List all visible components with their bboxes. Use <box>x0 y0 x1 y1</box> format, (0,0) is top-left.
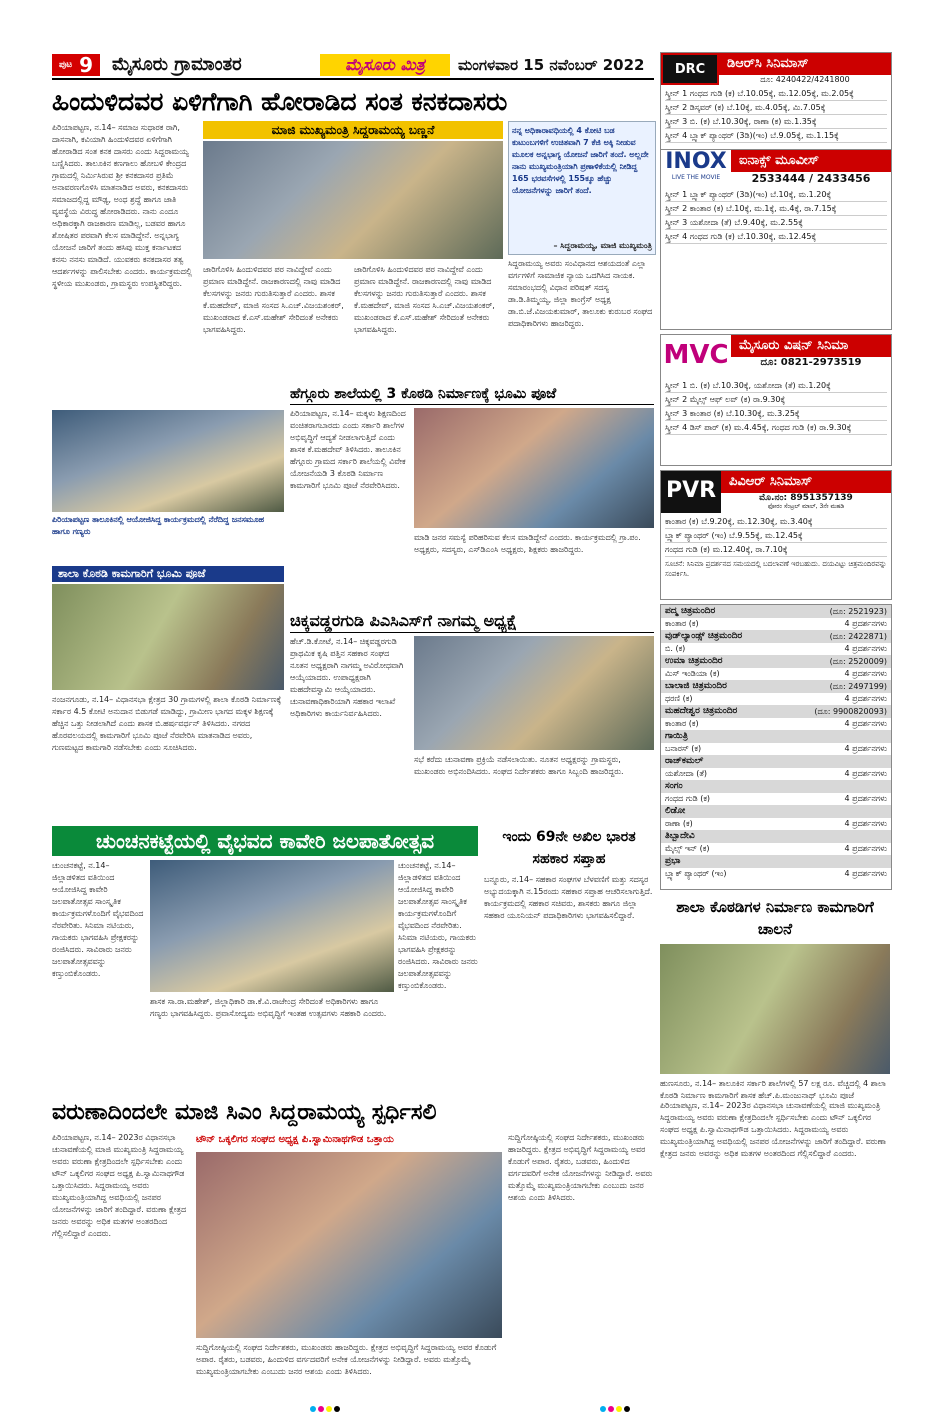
pvr-listing <box>661 513 891 559</box>
theatre-name: ಪ್ರಭಾ <box>661 855 891 868</box>
crowd-photo <box>52 410 284 512</box>
table-row: ಯಶೋದಾ (ತೆ) 4 ಪ್ರದರ್ಶನಗಳು <box>665 769 887 778</box>
lead-body-col2: ಜಾರಿಗೊಳಿಸಿ ಹಿಂದುಳಿದವರ ಪರ ನಾವಿದ್ದೇವೆ ಎಂದು ಪ್ರಮಾಣ ಮಾಡಿದ್ದೇನೆ. ರಾಜಕಾರಣದಲ್ಲಿ ನಾವು ಮಾಡಿದ ಕೆಲಸಗಳನ್ನು ಜನರು ಗುರುತಿಸುತ್ತಾರೆ ಎಂದರು. ಶಾಸಕ ಕೆ.ಮಹದೇವ್, ಮಾಜಿ ಸಂಸದ ಸಿ.ಎಚ್.ವಿಜಯಶಂಕರ್, ಮುಖಂಡರಾದ ಕೆ.ಎಸ್.ಮಹೇಶ್ ಸೇರಿದಂತೆ ಅನೇಕರು ಭಾಗವಹಿಸಿದ್ದರು. <box>203 265 344 334</box>
varuna-body4: ಪಿರಿಯಾಪಟ್ಟಣ, ನ.14– 2023ರ ವಿಧಾನಸಭಾ ಚುನಾವಣೆಯಲ್ಲಿ ಮಾಜಿ ಮುಖ್ಯಮಂತ್ರಿ ಸಿದ್ದರಾಮಯ್ಯ ಅವರು ವರುಣಾ ಕ್ಷೇತ್ರದಿಂದಲೇ ಸ್ಪರ್ಧಿಸಬೇಕು ಎಂದು ಟೌನ್ ಒಕ್ಕಲಿಗರ ಸಂಘದ ಅಧ್ಯಕ್ಷ ಪಿ.ಸ್ವಾಮಿನಾಥಗೌಡ ಒತ್ತಾಯಿಸಿದರು. ಸಿದ್ದರಾಮಯ್ಯ ಅವರು ಮುಖ್ಯಮಂತ್ರಿಯಾಗಿದ್ದ ಅವಧಿಯಲ್ಲಿ ಜನಪರ ಯೋಜನೆಗಳನ್ನು ಜಾರಿಗೆ ತಂದಿದ್ದಾರೆ. ವರುಣಾ ಕ್ಷೇತ್ರದ ಜನರು ಅವರನ್ನು ಅಧಿಕ ಮತಗಳ ಅಂತರದಿಂದ ಗೆಲ್ಲಿಸಲಿದ್ದಾರೆ ಎಂದರು. <box>660 1101 886 1158</box>
varuna-body3: ಸುದ್ದಿಗೋಷ್ಠಿಯಲ್ಲಿ ಸಂಘದ ನಿರ್ದೇಶಕರು, ಮುಖಂಡರು ಹಾಜರಿದ್ದರು. ಕ್ಷೇತ್ರದ ಅಭಿವೃದ್ಧಿಗೆ ಸಿದ್ದರಾಮಯ್ಯ ಅವರ ಕೊಡುಗೆ ಅಪಾರ. ರೈತರು, ಬಡವರು, ಹಿಂದುಳಿದ ವರ್ಗದವರಿಗೆ ಅನೇಕ ಯೋಜನೆಗಳನ್ನು ನೀಡಿದ್ದಾರೆ. ಅವರು ಮತ್ತೊಮ್ಮೆ ಮುಖ್ಯಮಂತ್ರಿಯಾಗಬೇಕು ಎಂಬುದು ಜನರ ಆಶಯ ಎಂದು ತಿಳಿಸಿದರು. <box>508 1133 653 1202</box>
lead-headline: ಹಿಂದುಳಿದವರ ಏಳಿಗೆಗಾಗಿ ಹೋರಾಡಿದ ಸಂತ ಕನಕದಾಸರು <box>52 87 508 116</box>
sahakara-headline-box <box>484 826 654 870</box>
table-row: ಬಿ. (ಕ) 4 ಪ್ರದರ್ಶನಗಳು <box>665 644 887 653</box>
table-row: ಮಿಸ್ ಇಂಡಿಯಾ (ಕ) 4 ಪ್ರದರ್ಶನಗಳು <box>665 669 887 678</box>
inox-name: ಐನಾಕ್ಸ್ ಮೂವೀಸ್ <box>731 150 891 172</box>
lead-body-col3: ಜಾರಿಗೊಳಿಸಿ ಹಿಂದುಳಿದವರ ಪರ ನಾವಿದ್ದೇವೆ ಎಂದು ಪ್ರಮಾಣ ಮಾಡಿದ್ದೇನೆ. ರಾಜಕಾರಣದಲ್ಲಿ ನಾವು ಮಾಡಿದ ಕೆಲಸಗಳನ್ನು ಜನರು ಗುರುತಿಸುತ್ತಾರೆ ಎಂದರು. ಶಾಸಕ ಕೆ.ಮಹದೇವ್, ಮಾಜಿ ಸಂಸದ ಸಿ.ಎಚ್.ವಿಜಯಶಂಕರ್, ಮುಖಂಡರಾದ ಕೆ.ಎಸ್.ಮಹೇಶ್ ಸೇರಿದಂತೆ ಅನೇಕರು ಭಾಗವಹಿಸಿದ್ದರು. <box>354 265 495 334</box>
registration-mark <box>310 1406 316 1412</box>
lead-body-col1: ಪಿರಿಯಾಪಟ್ಟಣ, ನ.14– ಸಮಾಜ ಸುಧಾರಕ ರಾಗಿ, ದಾಸನಾಗಿ, ಕವಿಯಾಗಿ ಹಿಂದುಳಿದವರ ಏಳಿಗೆಗಾಗಿ ಹೋರಾಡಿದ ಸಂತ ಕನಕ ದಾಸರು ಎಂದು ಸಿದ್ದರಾಮಯ್ಯ ಬಣ್ಣಿಸಿದರು. ತಾಲೂಕಿನ ಕಣಗಾಲು ಹೋಬಳಿ ಕೇಂದ್ರದ ಗ್ರಾಮದಲ್ಲಿ ನಿರ್ಮಿಸಿರುವ ಶ್ರೀ ಕನಕದಾಸರ ಪ್ರತಿಮೆ ಅನಾವರಣಗೊಳಿಸಿ ಮಾತನಾಡಿದ ಅವರು, ಕನಕದಾಸರು ಸಮಾಜದಲ್ಲಿದ್ದ ಮೌಢ್ಯ, ಅಂಧ ಶ್ರದ್ಧೆ ಹಾಗೂ ಜಾತಿ ವ್ಯವಸ್ಥೆಯ ವಿರುದ್ಧ ಹೋರಾಡಿದರು. ನಾನು ಎಂದೂ ಅಧಿಕಾರಕ್ಕಾಗಿ ರಾಜಕಾರಣ ಮಾಡಿಲ್ಲ, ಬಡವರ ಹಾಗೂ ಶೋಷಿತರ ಪರವಾಗಿ ಕೆಲಸ ಮಾಡಿದ್ದೇನೆ. ಅನ್ನಭಾಗ್ಯ ಯೋಜನೆ ಜಾರಿಗೆ ತಂದು ಹಸಿವು ಮುಕ್ತ ಕರ್ನಾಟಕದ ಕನಸು ನನಸು ಮಾಡಿದೆ. ಯುವಕರು ಕನಕದಾಸರ ತತ್ವ ಆದರ್ಶಗಳನ್ನು ಪಾಲಿಸಬೇಕು ಎಂದರು. ಕಾರ್ಯಕ್ರಮದಲ್ಲಿ ಸ್ಥಳೀಯ ಮುಖಂಡರು, ಗ್ರಾಮಸ್ಥರು ಉಪಸ್ಥಿತರಿದ್ದರು. <box>52 123 192 288</box>
table-row: ಬನಾರಸ್ (ಕ) 4 ಪ್ರದರ್ಶನಗಳು <box>665 744 887 753</box>
registration-mark <box>326 1406 332 1412</box>
varuna-subhead: ಟೌನ್ ಒಕ್ಕಲಿಗರ ಸಂಘದ ಅಧ್ಯಕ್ಷ ಪಿ.ಸ್ವಾಮಿನಾಥಗೌಡ ಒತ್ತಾಯ <box>196 1134 394 1145</box>
varuna-headline: ವರುಣಾದಿಂದಲೇ ಮಾಜಿ ಸಿಎಂ ಸಿದ್ದರಾಮಯ್ಯ ಸ್ಪರ್ಧಿಸಲಿ <box>52 1100 437 1125</box>
registration-mark <box>616 1406 622 1412</box>
theatre-name: ಬಾಲಾಜಿ ಚಿತ್ರಮಂದಿರ (ದೂ: 2497199) <box>661 680 891 693</box>
theatre-phone <box>887 730 891 743</box>
table-row: ಬ್ಲ್ಯಾಕ್ ಪ್ಯಾಂಥರ್ (ಇಂ) 4 ಪ್ರದರ್ಶನಗಳು <box>665 869 887 878</box>
list-item: ಸ್ಕ್ರೀನ್ 2 ಮೈಲ್ಸ್ ಆಫ್ ಲವ್ (ಕ) ರಾ.9.30ಕ್ಕೆ <box>665 393 887 407</box>
pacs-body: ಹೆಚ್.ಡಿ.ಕೋಟೆ, ನ.14– ಚಿಕ್ಕವಡ್ಡರಗುಡಿ ಪ್ರಾಥಮಿಕ ಕೃಷಿ ಪತ್ತಿನ ಸಹಕಾರ ಸಂಘದ ನೂತನ ಅಧ್ಯಕ್ಷರಾಗಿ ನಾಗಮ್ಮ ಅವಿರೋಧವಾಗಿ ಆಯ್ಕೆಯಾದರು. ಉಪಾಧ್ಯಕ್ಷರಾಗಿ ಮಹದೇವಸ್ವಾಮಿ ಆಯ್ಕೆಯಾದರು. ಚುನಾವಣಾಧಿಕಾರಿಯಾಗಿ ಸಹಕಾರ ಇಲಾಖೆ ಅಧಿಕಾರಿಗಳು ಕಾರ್ಯನಿರ್ವಹಿಸಿದರು. <box>290 637 404 718</box>
inox-logo: INOX <box>665 149 727 174</box>
theatre-phone: (ದೂ: 2520009) <box>829 657 887 666</box>
inox-phone: 2533444 / 2433456 <box>751 172 871 185</box>
sahakara-headline: ಇಂದು 69ನೇ ಅಖಿಲ ಭಾರತ ಸಹಕಾರ ಸಪ್ತಾಹ <box>502 829 636 867</box>
theatre-phone: (ದೂ: 9900820093) <box>814 707 887 716</box>
list-item: ಸ್ಕ್ರೀನ್ 1 ಬ್ಲ್ಯಾಕ್ ಪ್ಯಾಂಥರ್ (3ಡಿ)(ಇಂ) ಬೆ.10ಕ್ಕೆ, ಮ.1.20ಕ್ಕೆ <box>665 188 887 202</box>
pvr-phone: ಮೊ.ನಂ: 8951357139 <box>759 493 853 503</box>
theatre-name: ರಾಜ್‌ಕಮಲ್ <box>661 755 891 768</box>
theatre-phone <box>887 855 891 868</box>
lead-sidebar-box <box>508 121 656 255</box>
hegguru-photo <box>414 408 654 528</box>
theatre-name: ವುಡ್‌ಲ್ಯಾಂಡ್ಸ್ ಚಿತ್ರಮಂದಿರ (ದೂ: 2422871) <box>661 630 891 643</box>
drc-logo: DRC <box>661 53 719 85</box>
table-row: ಕಾಂತಾರ (ಕ) 4 ಪ್ರದರ್ಶನಗಳು <box>665 619 887 628</box>
theatre-name: ಉಮಾ ಚಿತ್ರಮಂದಿರ (ದೂ: 2520009) <box>661 655 891 668</box>
page-number: $^{ಪುಟ}$ 9 <box>52 54 100 76</box>
mvc-listing <box>661 377 891 437</box>
mvc-box <box>660 334 892 466</box>
pacs-headline: ಚಿಕ್ಕವಡ್ಡರಗುಡಿ ಪಿಎಸಿಎಸ್‌ಗೆ ನಾಗಮ್ಮ ಅಧ್ಯಕ್ಷೆ <box>290 610 654 633</box>
school-photo <box>52 584 284 690</box>
drc-phone: ದೂ: 4240422/4241800 <box>760 75 850 84</box>
lead-body-col4: ಸಿದ್ದರಾಮಯ್ಯ ಅವರು ಸಂವಿಧಾನದ ಆಶಯದಂತೆ ಎಲ್ಲಾ ವರ್ಗಗಳಿಗೆ ಸಾಮಾಜಿಕ ನ್ಯಾಯ ಒದಗಿಸಿದ ನಾಯಕ. ಸಮಾರಂಭದಲ್ಲಿ ವಿಧಾನ ಪರಿಷತ್ ಸದಸ್ಯ ಡಾ.ಡಿ.ತಿಮ್ಮಯ್ಯ, ಜಿಲ್ಲಾ ಕಾಂಗ್ರೆಸ್ ಅಧ್ಯಕ್ಷ ಡಾ.ಬಿ.ಜೆ.ವಿಜಯಕುಮಾರ್, ತಾಲೂಕು ಕುರುಬರ ಸಂಘದ ಪದಾಧಿಕಾರಿಗಳು ಹಾಜರಿದ್ದರು. <box>508 259 653 328</box>
kaveri-body2: ಶಾಸಕ ಸಾ.ರಾ.ಮಹೇಶ್, ಜಿಲ್ಲಾಧಿಕಾರಿ ಡಾ.ಕೆ.ವಿ.ರಾಜೇಂದ್ರ ಸೇರಿದಂತೆ ಅಧಿಕಾರಿಗಳು ಹಾಗೂ ಗಣ್ಯರು ಭಾಗವಹಿಸಿದ್ದರು. ಪ್ರವಾಸೋದ್ಯಮ ಅಭಿವೃದ್ಧಿಗೆ ಇಂತಹ ಉತ್ಸವಗಳು ಸಹಕಾರಿ ಎಂದರು. <box>150 997 387 1018</box>
kaveri-body: ಚುಂಚನಕಟ್ಟೆ, ನ.14– ಜಿಲ್ಲಾಡಳಿತದ ವತಿಯಿಂದ ಆಯೋಜಿಸಿದ್ದ ಕಾವೇರಿ ಜಲಪಾತೋತ್ಸವ ಸಾಂಸ್ಕೃತಿಕ ಕಾರ್ಯಕ್ರಮಗಳೊಂದಿಗೆ ವೈಭವದಿಂದ ನೆರವೇರಿತು. ಸಿನಿಮಾ ನಟಿಯರು, ಗಾಯಕರು ಭಾಗವಹಿಸಿ ಪ್ರೇಕ್ಷಕರನ್ನು ರಂಜಿಸಿದರು. ಸಾವಿರಾರು ಜನರು ಜಲಪಾತೋತ್ಸವವನ್ನು ಕಣ್ತುಂಬಿಕೊಂಡರು. <box>52 861 144 978</box>
drc-listing <box>661 85 891 145</box>
sahakara-body: ಬನ್ನೂರು, ನ.14– ಸಹಕಾರ ಸಂಘಗಳ ಬೆಳವಣಿಗೆ ಮತ್ತು ಸದಸ್ಯರ ಅಭ್ಯುದಯಕ್ಕಾಗಿ ನ.15ರಂದು ಸಹಕಾರ ಸಪ್ತಾಹ ಆಚರಿಸಲಾಗುತ್ತಿದೆ. ಕಾರ್ಯಕ್ರಮದಲ್ಲಿ ಸಹಕಾರ ಸಚಿವರು, ಶಾಸಕರು ಹಾಗೂ ಜಿಲ್ಲಾ ಸಹಕಾರ ಯೂನಿಯನ್ ಪದಾಧಿಕಾರಿಗಳು ಭಾಗವಹಿಸಲಿದ್ದಾರೆ. <box>484 875 653 920</box>
school-works-body: ಹುಣಸೂರು, ನ.14– ತಾಲೂಕಿನ ಸರ್ಕಾರಿ ಶಾಲೆಗಳಲ್ಲಿ 57 ಲಕ್ಷ ರೂ. ವೆಚ್ಚದಲ್ಲಿ 4 ಶಾಲಾ ಕೊಠಡಿ ನಿರ್ಮಾಣ ಕಾಮಗಾರಿಗೆ ಶಾಸಕ ಹೆಚ್.ಪಿ.ಮಂಜುನಾಥ್ ಭೂಮಿ ಪೂಜೆ <box>660 1079 886 1100</box>
mvc-logo: MVC <box>663 340 729 370</box>
varuna-body2: ಸುದ್ದಿಗೋಷ್ಠಿಯಲ್ಲಿ ಸಂಘದ ನಿರ್ದೇಶಕರು, ಮುಖಂಡರು ಹಾಜರಿದ್ದರು. ಕ್ಷೇತ್ರದ ಅಭಿವೃದ್ಧಿಗೆ ಸಿದ್ದರಾಮಯ್ಯ ಅವರ ಕೊಡುಗೆ ಅಪಾರ. ರೈತರು, ಬಡವರು, ಹಿಂದುಳಿದ ವರ್ಗದವರಿಗೆ ಅನೇಕ ಯೋಜನೆಗಳನ್ನು ನೀಡಿದ್ದಾರೆ. ಅವರು ಮತ್ತೊಮ್ಮೆ ಮುಖ್ಯಮಂತ್ರಿಯಾಗಬೇಕು ಎಂಬುದು ಜನರ ಆಶಯ ಎಂದು ತಿಳಿಸಿದರು. <box>196 1343 497 1376</box>
lead-sidebar-sign: – ಸಿದ್ದರಾಮಯ್ಯ, ಮಾಜಿ ಮುಖ್ಯಮಂತ್ರಿ <box>553 241 652 250</box>
registration-mark <box>608 1406 614 1412</box>
pacs-body2: ಸಭೆ ಕರೆದು ಚುನಾವಣಾ ಪ್ರಕ್ರಿಯೆ ನಡೆಸಲಾಯಿತು. ನೂತನ ಅಧ್ಯಕ್ಷರನ್ನು ಗ್ರಾಮಸ್ಥರು, ಮುಖಂಡರು ಅಭಿನಂದಿಸಿದರು. ಸಂಘದ ನಿರ್ದೇಶಕರು ಹಾಗೂ ಸಿಬ್ಬಂದಿ ಹಾಜರಿದ್ದರು. <box>414 755 624 776</box>
theatre-phone: (ದೂ: 2422871) <box>829 632 887 641</box>
registration-mark <box>624 1406 630 1412</box>
table-row: ಕಾಂತಾರ (ಕ) 4 ಪ್ರದರ್ಶನಗಳು <box>665 719 887 728</box>
pvr-note: ಸೂಚನೆ: ಸಿನಿಮಾ ಪ್ರದರ್ಶನದ ಸಮಯದಲ್ಲಿ ಬದಲಾವಣೆ ಇರಬಹುದು. ದಯವಿಟ್ಟು ಚಿತ್ರಮಂದಿರವನ್ನು ಸಂಪರ್ಕಿಸಿ. <box>665 560 887 578</box>
section-title: ಮೈಸೂರು ಗ್ರಾಮಾಂತರ <box>112 54 242 75</box>
table-row: ಗಂಧದ ಗುಡಿ (ಕ) 4 ಪ್ರದರ್ಶನಗಳು <box>665 794 887 803</box>
issue-date: ಮಂಗಳವಾರ 15 ನವೆಂಬರ್ 2022 <box>458 56 645 74</box>
pvr-box <box>660 470 892 600</box>
list-item: ಬ್ಲ್ಯಾಕ್ ಪ್ಯಾಂಥರ್ (ಇಂ) ಬೆ.9.55ಕ್ಕೆ, ಮ.12.45ಕ್ಕೆ <box>665 529 887 543</box>
list-item: ಸ್ಕ್ರೀನ್ 1 ಗಂಧದ ಗುಡಿ (ಕ) ಬೆ.10.05ಕ್ಕೆ, ಮ.12.05ಕ್ಕೆ, ಮ.2.05ಕ್ಕೆ <box>665 87 887 101</box>
pvr-logo: PVR <box>661 471 721 513</box>
mvc-name: ಮೈಸೂರು ವಿಷನ್ ಸಿನಿಮಾ <box>731 335 891 357</box>
kaveri-headline: ಚುಂಚನಕಟ್ಟೆಯಲ್ಲಿ ವೈಭವದ ಕಾವೇರಿ ಜಲಪಾತೋತ್ಸವ <box>52 826 478 856</box>
list-item: ಸ್ಕ್ರೀನ್ 4 ಗಂಧದ ಗುಡಿ (ಕ) ಬೆ.10.30ಕ್ಕೆ, ಮ.12.45ಕ್ಕೆ <box>665 230 887 244</box>
list-item: ಸ್ಕ್ರೀನ್ 4 ಡಿಸ್ ಪಾರ್ (ಕ) ಮ.4.45ಕ್ಕೆ, ಗಂಧದ ಗುಡಿ (ಕ) ರಾ.9.30ಕ್ಕೆ <box>665 421 887 435</box>
theatre-name: ಪದ್ಮ ಚಿತ್ರಮಂದಿರ (ದೂ: 2521923) <box>661 605 891 618</box>
theatre-table <box>660 604 892 890</box>
pvr-address: ಫೋರಂ ಸೆಂಟ್ರಲ್ ಮಾಲ್, 3ನೇ ಮಹಡಿ <box>767 503 845 510</box>
drc-box: DRC ಡಿಆರ್‌ಸಿ ಸಿನಿಮಾಸ್ ದೂ: 4240422/4241800 ಸ್ಕ್ರೀನ್ 1 ಗಂಧದ ಗುಡಿ (ಕ) ಬೆ.10.05ಕ್ಕೆ, ಮ.12.05ಕ್ಕೆ, ಮ.2.05ಕ್ಕೆ ಸ್ಕ್ರೀನ್ 2 ಡಿಸ್ಕವರ್ (ಕ) ಬೆ.10ಕ್ಕೆ, ಮ.4.05ಕ್ಕೆ, ಮಿ.7.05ಕ್ಕೆ ಸ್ಕ್ರೀನ್ 3 ಬಿ. (ಕ) ಬೆ.10.30ಕ್ಕೆ, ರಾಣಾ (ಕ) ಮ.1.35ಕ್ಕೆ ಸ್ಕ್ರೀನ್ 4 ಬ್ಲ್ಯಾಕ್ ಪ್ಯಾಂಥರ್ (3ಡಿ)(ಇಂ) ಬೆ.9.05ಕ್ಕೆ, ಮ.1.15ಕ್ಕೆ INOX LIVE THE MOVIE ಐನಾಕ್ಸ್ ಮೂವೀಸ್ 2533444 / 2433456 ಸ್ಕ್ರೀನ್ 1 ಬ್ಲ್ಯಾಕ್ ಪ್ಯಾಂಥರ್ (3ಡಿ)(ಇಂ) ಬೆ.10ಕ್ಕೆ, ಮ.1.20ಕ್ಕೆ ಸ್ಕ್ರೀನ್ 2 ಕಾಂತಾರ (ಕ) ಬೆ.10ಕ್ಕೆ, ಮ.1ಕ್ಕೆ, ಮ.4ಕ್ಕೆ, ರಾ.7.15ಕ್ಕೆ ಸ್ಕ್ರೀನ್ 3 ಯಶೋದಾ (ತೆ) ಬೆ.9.40ಕ್ಕೆ, ಮ.2.55ಕ್ಕೆ ಸ್ಕ್ರೀನ್ 4 ಗಂಧದ ಗುಡಿ (ಕ) ಬೆ.10.30ಕ್ಕೆ, ಮ.12.45ಕ್ಕೆ <box>660 52 892 330</box>
theatre-name: ಲಿಡೋ <box>661 805 891 818</box>
mvc-phone: ದೂ: 0821-2973519 <box>760 357 862 368</box>
pvr-name: ಪಿವಿಆರ್ ಸಿನಿಮಾಸ್ <box>721 471 891 493</box>
hegguru-headline: ಹೆಗ್ಗೂರು ಶಾಲೆಯಲ್ಲಿ 3 ಕೊಠಡಿ ನಿರ್ಮಾಣಕ್ಕೆ ಭೂಮಿ ಪೂಜೆ <box>290 384 654 405</box>
school-body: ನಂಜನಗೂಡು, ನ.14– ವಿಧಾನಸಭಾ ಕ್ಷೇತ್ರದ 30 ಗ್ರಾಮಗಳಲ್ಲಿ ಶಾಲಾ ಕೊಠಡಿ ನಿರ್ಮಾಣಕ್ಕೆ ಸರ್ಕಾರ 4.5 ಕೋಟಿ ಅನುದಾನ ಬಿಡುಗಡೆ ಮಾಡಿದ್ದು, ಗ್ರಾಮೀಣ ಭಾಗದ ಮಕ್ಕಳ ಶಿಕ್ಷಣಕ್ಕೆ ಹೆಚ್ಚಿನ ಒತ್ತು ನೀಡಲಾಗಿದೆ ಎಂದು ಶಾಸಕ ಬಿ.ಹರ್ಷವರ್ಧನ್ ತಿಳಿಸಿದರು. ನಗರದ ಹೊರವಲಯದಲ್ಲಿ ಕಾಮಗಾರಿಗೆ ಭೂಮಿ ಪೂಜೆ ನೆರವೇರಿಸಿ ಮಾತನಾಡಿದ ಅವರು, ಗುಣಮಟ್ಟದ ಕಾಮಗಾರಿ ನಡೆಸಬೇಕು ಎಂದು ಸೂಚಿಸಿದರು. <box>52 695 282 752</box>
lead-photo-caption: ಮಾಜಿ ಮುಖ್ಯಮಂತ್ರಿ ಸಿದ್ದರಾಮಯ್ಯ ಬಣ್ಣನೆ <box>203 121 503 139</box>
list-item: ಸ್ಕ್ರೀನ್ 1 ಬಿ. (ಕ) ಬೆ.10.30ಕ್ಕೆ, ಯಶೋದಾ (ತೆ) ಮ.1.20ಕ್ಕೆ <box>665 379 887 393</box>
theatre-phone: (ದೂ: 2497199) <box>829 682 887 691</box>
varuna-photo <box>196 1152 502 1338</box>
table-row: ಮೈಲ್ಸ್ ಇನ್ (ಕ) 4 ಪ್ರದರ್ಶನಗಳು <box>665 844 887 853</box>
theatre-phone: (ದೂ: 2521923) <box>829 607 887 616</box>
kaveri-body3: ಚುಂಚನಕಟ್ಟೆ, ನ.14– ಜಿಲ್ಲಾಡಳಿತದ ವತಿಯಿಂದ ಆಯೋಜಿಸಿದ್ದ ಕಾವೇರಿ ಜಲಪಾತೋತ್ಸವ ಸಾಂಸ್ಕೃತಿಕ ಕಾರ್ಯಕ್ರಮಗಳೊಂದಿಗೆ ವೈಭವದಿಂದ ನೆರವೇರಿತು. ಸಿನಿಮಾ ನಟಿಯರು, ಗಾಯಕರು ಭಾಗವಹಿಸಿ ಪ್ರೇಕ್ಷಕರನ್ನು ರಂಜಿಸಿದರು. ಸಾವಿರಾರು ಜನರು ಜಲಪಾತೋತ್ಸವವನ್ನು ಕಣ್ತುಂಬಿಕೊಂಡರು. <box>398 861 478 990</box>
list-item: ಸ್ಕ್ರೀನ್ 4 ಬ್ಲ್ಯಾಕ್ ಪ್ಯಾಂಥರ್ (3ಡಿ)(ಇಂ) ಬೆ.9.05ಕ್ಕೆ, ಮ.1.15ಕ್ಕೆ <box>665 129 887 143</box>
varuna-body: ಪಿರಿಯಾಪಟ್ಟಣ, ನ.14– 2023ರ ವಿಧಾನಸಭಾ ಚುನಾವಣೆಯಲ್ಲಿ ಮಾಜಿ ಮುಖ್ಯಮಂತ್ರಿ ಸಿದ್ದರಾಮಯ್ಯ ಅವರು ವರುಣಾ ಕ್ಷೇತ್ರದಿಂದಲೇ ಸ್ಪರ್ಧಿಸಬೇಕು ಎಂದು ಟೌನ್ ಒಕ್ಕಲಿಗರ ಸಂಘದ ಅಧ್ಯಕ್ಷ ಪಿ.ಸ್ವಾಮಿನಾಥಗೌಡ ಒತ್ತಾಯಿಸಿದರು. ಸಿದ್ದರಾಮಯ್ಯ ಅವರು ಮುಖ್ಯಮಂತ್ರಿಯಾಗಿದ್ದ ಅವಧಿಯಲ್ಲಿ ಜನಪರ ಯೋಜನೆಗಳನ್ನು ಜಾರಿಗೆ ತಂದಿದ್ದಾರೆ. ವರುಣಾ ಕ್ಷೇತ್ರದ ಜನರು ಅವರನ್ನು ಅಧಿಕ ಮತಗಳ ಅಂತರದಿಂದ ಗೆಲ್ಲಿಸಲಿದ್ದಾರೆ ಎಂದರು. <box>52 1133 187 1238</box>
theatre-name: ಸಂಗಂ <box>661 780 891 793</box>
list-item: ಸ್ಕ್ರೀನ್ 3 ಯಶೋದಾ (ತೆ) ಬೆ.9.40ಕ್ಕೆ, ಮ.2.55ಕ್ಕೆ <box>665 216 887 230</box>
table-row: ಧರಣಿ (ಕ) 4 ಪ್ರದರ್ಶನಗಳು <box>665 694 887 703</box>
drc-name: ಡಿಆರ್‌ಸಿ ಸಿನಿಮಾಸ್ <box>719 53 891 75</box>
theatre-name: ಮಹದೇಶ್ವರ ಚಿತ್ರಮಂದಿರ (ದೂ: 9900820093) <box>661 705 891 718</box>
pacs-photo <box>414 636 654 750</box>
hegguru-body2: ಮಾಡಿ ಜನರ ಸಮಸ್ಯೆ ಪರಿಹರಿಸುವ ಕೆಲಸ ಮಾಡಿದ್ದೇನೆ ಎಂದರು. ಕಾರ್ಯಕ್ರಮದಲ್ಲಿ ಗ್ರಾ.ಪಂ. ಅಧ್ಯಕ್ಷರು, ಸದಸ್ಯರು, ಎಸ್‌ಡಿಎಂಸಿ ಅಧ್ಯಕ್ಷರು, ಶಿಕ್ಷಕರು ಹಾಜರಿದ್ದರು. <box>414 533 641 554</box>
list-item: ಸ್ಕ್ರೀನ್ 3 ಕಾಂತಾರ (ಕ) ಬೆ.10.30ಕ್ಕೆ, ಮ.3.25ಕ್ಕೆ <box>665 407 887 421</box>
school-headline: ಶಾಲಾ ಕೊಠಡಿ ಕಾಮಗಾರಿಗೆ ಭೂಮಿ ಪೂಜೆ <box>52 566 284 582</box>
brand-logo: ಮೈಸೂರು ಮಿತ್ರ <box>320 54 450 76</box>
crowd-photo-caption: ಪಿರಿಯಾಪಟ್ಟಣ ತಾಲೂಕಿನಲ್ಲಿ ಆಯೋಜಿಸಿದ್ದ ಕಾರ್ಯಕ್ರಮದಲ್ಲಿ ನೆರೆದಿದ್ದ ಜನಸಮೂಹ ಹಾಗೂ ಗಣ್ಯರು <box>52 515 265 536</box>
registration-mark <box>334 1406 340 1412</box>
list-item: ಸ್ಕ್ರೀನ್ 2 ಕಾಂತಾರ (ಕ) ಬೆ.10ಕ್ಕೆ, ಮ.1ಕ್ಕೆ, ಮ.4ಕ್ಕೆ, ರಾ.7.15ಕ್ಕೆ <box>665 202 887 216</box>
theatre-phone <box>887 755 891 768</box>
theatre-phone <box>887 830 891 843</box>
inox-listing <box>661 186 891 246</box>
kaveri-photo <box>150 860 394 992</box>
theatre-phone <box>887 805 891 818</box>
registration-mark <box>600 1406 606 1412</box>
list-item: ಗಂಧದ ಗುಡಿ (ಕ) ಮ.12.40ಕ್ಕೆ, ರಾ.7.10ಕ್ಕೆ <box>665 543 887 557</box>
lead-photo <box>203 141 503 259</box>
list-item: ಸ್ಕ್ರೀನ್ 3 ಬಿ. (ಕ) ಬೆ.10.30ಕ್ಕೆ, ರಾಣಾ (ಕ) ಮ.1.35ಕ್ಕೆ <box>665 115 887 129</box>
list-item: ಕಾಂತಾರ (ಕ) ಬೆ.9.20ಕ್ಕೆ, ಮ.12.30ಕ್ಕೆ, ಮ.3.40ಕ್ಕೆ <box>665 515 887 529</box>
theatre-name: ಗಾಯಿತ್ರಿ <box>661 730 891 743</box>
table-row: ರಾಣಾ (ಕ) 4 ಪ್ರದರ್ಶನಗಳು <box>665 819 887 828</box>
theatre-phone <box>887 780 891 793</box>
hegguru-body: ಪಿರಿಯಾಪಟ್ಟಣ, ನ.14– ಮಕ್ಕಳು ಶಿಕ್ಷಣದಿಂದ ವಂಚಿತರಾಗಬಾರದು ಎಂದು ಸರ್ಕಾರಿ ಶಾಲೆಗಳ ಅಭಿವೃದ್ಧಿಗೆ ಆದ್ಯತೆ ನೀಡಲಾಗುತ್ತಿದೆ ಎಂದು ಶಾಸಕ ಕೆ.ಮಹದೇವ್ ತಿಳಿಸಿದರು. ತಾಲೂಕಿನ ಹೆಗ್ಗೂರು ಗ್ರಾಮದ ಸರ್ಕಾರಿ ಶಾಲೆಯಲ್ಲಿ ವಿವೇಕ ಯೋಜನೆಯಡಿ 3 ಕೊಠಡಿ ನಿರ್ಮಾಣ ಕಾಮಗಾರಿಗೆ ಭೂಮಿ ಪೂಜೆ ನೆರವೇರಿಸಿದರು. <box>290 409 406 490</box>
school-works-headline: ಶಾಲಾ ಕೊಠಡಿಗಳ ನಿರ್ಮಾಣ ಕಾಮಗಾರಿಗೆ ಚಾಲನೆ <box>676 898 874 938</box>
lead-sidebar-note: ನನ್ನ ಅಧಿಕಾರಾವಧಿಯಲ್ಲಿ 4 ಕೋಟಿ ಬಡ ಕುಟುಂಬಗಳಿಗೆ ಉಚಿತವಾಗಿ 7 ಕೆಜಿ ಅಕ್ಕಿ ನೀಡುವ ಮೂಲಕ ಅನ್ನಭಾಗ್ಯ ಯೋಜನೆ ಜಾರಿಗೆ ತಂದೆ. ಅಲ್ಲದೇ ನಾನು ಮುಖ್ಯಮಂತ್ರಿಯಾಗಿ ಪ್ರಣಾಳಿಕೆಯಲ್ಲಿ ನೀಡಿದ್ದ 165 ಭರವಸೆಗಳಲ್ಲಿ 155ಕ್ಕೂ ಹೆಚ್ಚು ಯೋಜನೆಗಳನ್ನು ಜಾರಿಗೆ ತಂದೆ. <box>512 126 649 195</box>
list-item: ಸ್ಕ್ರೀನ್ 2 ಡಿಸ್ಕವರ್ (ಕ) ಬೆ.10ಕ್ಕೆ, ಮ.4.05ಕ್ಕೆ, ಮಿ.7.05ಕ್ಕೆ <box>665 101 887 115</box>
registration-mark <box>318 1406 324 1412</box>
school-works-photo <box>660 944 890 1074</box>
theatre-name: ತಿಬ್ಬಾದೇವಿ <box>661 830 891 843</box>
